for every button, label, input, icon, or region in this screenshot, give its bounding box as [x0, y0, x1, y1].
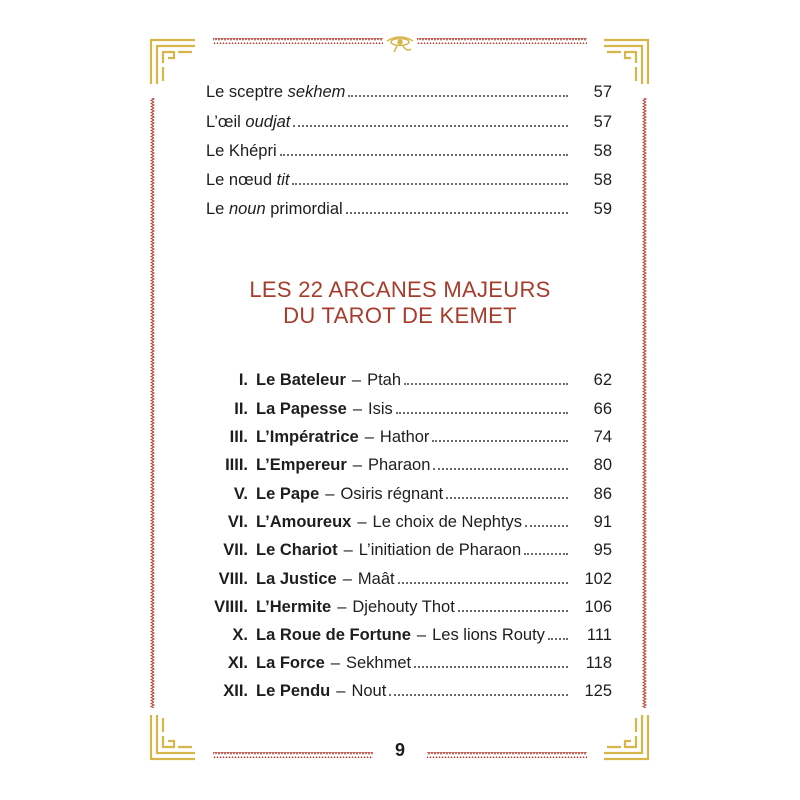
dot-leader [396, 412, 568, 414]
arcane-deity: Maât [357, 570, 395, 588]
left-border [149, 98, 155, 708]
arcane-deity: Osiris régnant [340, 485, 444, 503]
dot-leader [293, 125, 568, 127]
toc-entry [206, 78, 612, 102]
arcane-page-number: 106 [584, 598, 612, 616]
arcane-page-number: 95 [593, 541, 612, 559]
dot-leader [525, 525, 568, 527]
toc-entry-label: L’œil oudjat [206, 113, 291, 131]
dot-leader [348, 95, 568, 97]
toc-page-number: 57 [593, 113, 612, 131]
top-border [213, 38, 383, 44]
toc-entry-label: Le sceptre sekhem [206, 83, 346, 101]
dot-leader [432, 440, 568, 442]
arcane-deity: Nout [351, 682, 387, 700]
arcane-numeral: V. [233, 485, 248, 503]
dash: – [357, 513, 367, 531]
toc-page-number: 58 [593, 171, 612, 189]
dot-leader [548, 638, 568, 640]
toc-page-number: 59 [593, 200, 612, 218]
arcane-page-number: 111 [586, 626, 612, 644]
arcane-numeral: XII. [223, 682, 248, 700]
dash: – [336, 682, 346, 700]
arcane-entry [208, 647, 612, 673]
arcane-name: La Papesse [256, 400, 347, 418]
arcane-entry [208, 478, 612, 504]
dash: – [352, 400, 362, 418]
toc-entry-label: Le Khépri [206, 142, 277, 160]
arcane-name: Le Pape [256, 485, 320, 503]
arcane-name: L’Hermite [256, 598, 332, 616]
arcane-numeral: VI. [227, 513, 248, 531]
toc-entry [206, 195, 612, 219]
dash: – [342, 570, 352, 588]
dot-leader [458, 610, 568, 612]
arcane-entry [208, 506, 612, 532]
arcane-numeral: X. [232, 626, 248, 644]
section-title-line2: DU TAROT DE KEMET [283, 303, 517, 328]
corner-ornament-icon [148, 712, 198, 762]
bottom-border [427, 752, 587, 758]
arcane-numeral: IIII. [225, 456, 248, 474]
arcane-name: Le Bateleur [256, 371, 346, 389]
dot-leader [446, 497, 568, 499]
arcane-deity: Pharaon [367, 456, 431, 474]
toc-entry [206, 166, 612, 190]
arcane-page-number: 66 [593, 400, 612, 418]
dot-leader [398, 582, 568, 584]
corner-ornament-icon [148, 37, 198, 87]
arcane-deity: Les lions Routy [432, 626, 545, 644]
arcane-entry [208, 534, 612, 560]
toc-entry-label: Le nœud tit [206, 171, 290, 189]
arcane-name: L’Empereur [256, 456, 347, 474]
dot-leader [280, 154, 568, 156]
arcane-page-number: 86 [593, 485, 612, 503]
arcane-deity: L’initiation de Pharaon [358, 541, 522, 559]
arcane-page-number: 125 [584, 682, 612, 700]
arcane-deity: Isis [368, 400, 393, 418]
bottom-border [213, 752, 373, 758]
dot-leader [433, 468, 568, 470]
section-title-line1: LES 22 ARCANES MAJEURS [249, 277, 551, 302]
dot-leader [414, 666, 568, 668]
dot-leader [292, 183, 568, 185]
eye-of-horus-icon [387, 37, 413, 52]
toc-entry-label: Le noun primordial [206, 200, 343, 218]
arcane-page-number: 80 [593, 456, 612, 474]
arcane-numeral: II. [234, 400, 248, 418]
dot-leader [389, 694, 568, 696]
arcane-name: La Justice [256, 570, 337, 588]
arcane-numeral: XI. [227, 654, 248, 672]
arcane-name: L’Amoureux [256, 513, 352, 531]
arcane-deity: Djehouty Thot [352, 598, 455, 616]
dot-leader [404, 383, 568, 385]
page-number: 9 [394, 740, 405, 760]
right-border [642, 98, 648, 708]
arcane-numeral: I. [238, 371, 248, 389]
dash: – [364, 428, 374, 446]
arcane-entry [208, 619, 612, 645]
arcane-deity: Ptah [367, 371, 402, 389]
arcane-entry [208, 393, 612, 419]
dash: – [325, 485, 335, 503]
corner-ornament-icon [601, 712, 651, 762]
arcane-entry [208, 364, 612, 390]
arcane-page-number: 91 [593, 513, 612, 531]
arcane-entry [208, 421, 612, 447]
top-border [417, 38, 587, 44]
toc-page-number: 58 [593, 142, 612, 160]
arcane-page-number: 74 [593, 428, 612, 446]
dash: – [351, 371, 362, 389]
dot-leader [524, 553, 568, 555]
arcane-entry [208, 449, 612, 475]
toc-entry [206, 108, 612, 132]
arcane-numeral: VIIII. [214, 598, 248, 616]
arcane-entry [208, 563, 612, 589]
dash: – [343, 541, 353, 559]
dot-leader [346, 212, 568, 214]
arcane-name: La Roue de Fortune [256, 626, 411, 644]
arcane-numeral: VII. [223, 541, 248, 559]
arcane-entry [208, 675, 612, 701]
arcane-deity: Le choix de Nephtys [372, 513, 523, 531]
arcane-name: Le Chariot [256, 541, 338, 559]
dash: – [416, 626, 427, 644]
arcane-name: L’Impératrice [256, 428, 359, 446]
arcane-numeral: VIII. [218, 570, 248, 588]
dash: – [337, 598, 347, 616]
arcane-name: La Force [256, 654, 325, 672]
arcane-page-number: 102 [584, 570, 612, 588]
arcane-page-number: 62 [593, 371, 612, 389]
toc-page-number: 57 [593, 83, 612, 101]
arcane-page-number: 118 [585, 654, 612, 672]
dash: – [330, 654, 340, 672]
toc-entry [206, 137, 612, 161]
arcane-deity: Sekhmet [345, 654, 412, 672]
arcane-deity: Hathor [379, 428, 430, 446]
arcane-name: Le Pendu [256, 682, 331, 700]
dash: – [352, 456, 362, 474]
arcane-numeral: III. [229, 428, 248, 446]
arcane-entry [208, 591, 612, 617]
